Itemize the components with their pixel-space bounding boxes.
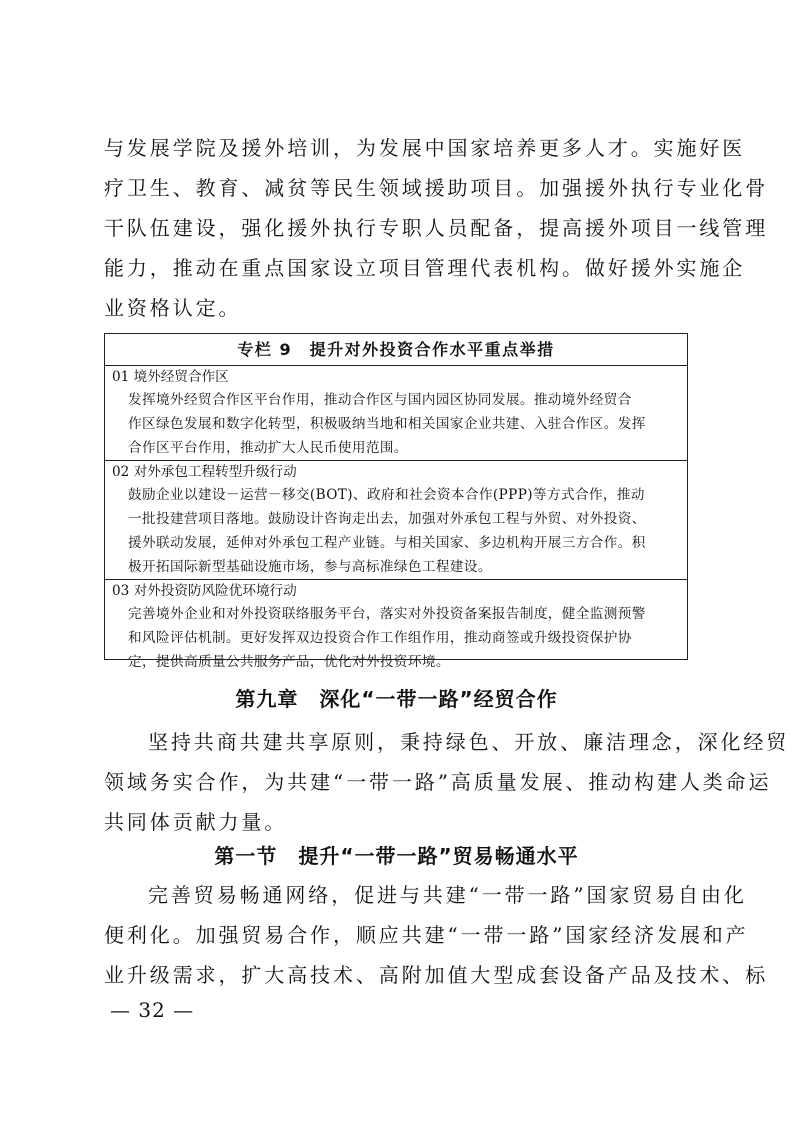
text-line: 干队伍建设，强化援外执行专职人员配备，提高援外项目一线管理 [104, 216, 769, 240]
section-heading: 03 对外投资防风险优环境行动 [112, 583, 297, 599]
section-line: 完善境外企业和对外投资联络服务平台，落实对外投资备案报告制度，健全监测预警 [128, 606, 646, 622]
chapter-paragraph [104, 722, 790, 842]
page-number: — 32 — [110, 998, 195, 1022]
text-line: 能力，推动在重点国家设立项目管理代表机构。做好援外实施企 [104, 256, 746, 280]
text-line: 便利化。加强贸易合作，顺应共建“一带一路”国家经济发展和产 [104, 923, 749, 947]
section-line: 和风险评估机制。更好发挥双边投资合作工作组作用，推动商签或升级投资保护协 [128, 630, 632, 646]
box-title: 专栏 9 提升对外投资合作水平重点举措 [105, 334, 687, 366]
section-heading: 01 境外经贸合作区 [112, 369, 229, 385]
section-line: 极开拓国际新型基础设施市场，参与高标准绿色工程建设。 [128, 559, 492, 575]
text-line: 坚持共商共建共享原则，秉持绿色、开放、廉洁理念，深化经贸 [148, 730, 790, 754]
section-line: 合作区平台作用，推动扩大人民币使用范围。 [128, 440, 408, 456]
section-line: 援外联动发展，延伸对外承包工程产业链。与相关国家、多边机构开展三方合作。积 [128, 535, 646, 551]
text-line: 业升级需求，扩大高技术、高附加值大型成套设备产品及技术、标 [104, 963, 769, 987]
box-section-3 [105, 580, 687, 674]
chapter-title: 第九章 深化“一带一路”经贸合作 [235, 687, 558, 711]
section-title: 第一节 提升“一带一路”贸易畅通水平 [214, 844, 579, 868]
section-line: 定，提供高质量公共服务产品，优化对外投资环境。 [128, 654, 450, 670]
feature-box [104, 333, 688, 670]
section-line: 发挥境外经贸合作区平台作用，推动合作区与国内园区协同发展。推动境外经贸合 [128, 392, 632, 408]
section-heading: 02 对外承包工程转型升级行动 [112, 464, 297, 480]
intro-paragraph [104, 128, 769, 328]
section-paragraph [104, 875, 769, 995]
box-section-1 [105, 366, 687, 461]
section-line: 作区绿色发展和数字化转型，积极吸纳当地和相关国家企业共建、入驻合作区。发挥 [128, 416, 646, 432]
section-line: 一批投建营项目落地。鼓励设计咨询走出去，加强对外承包工程与外贸、对外投资、 [128, 511, 646, 527]
text-line: 与发展学院及援外培训，为发展中国家培养更多人才。实施好医 [104, 136, 746, 160]
box-section-2 [105, 461, 687, 580]
text-line: 领域务实合作，为共建“一带一路”高质量发展、推动构建人类命运 [104, 770, 772, 794]
section-line: 鼓励企业以建设－运营－移交(BOT)、政府和社会资本合作(PPP)等方式合作，推动 [128, 487, 645, 503]
text-line: 共同体贡献力量。 [104, 810, 288, 834]
text-line: 疗卫生、教育、减贫等民生领域援助项目。加强援外执行专业化骨 [104, 176, 769, 200]
text-line: 业资格认定。 [104, 296, 242, 320]
text-line: 完善贸易畅通网络，促进与共建“一带一路”国家贸易自由化 [148, 883, 747, 907]
